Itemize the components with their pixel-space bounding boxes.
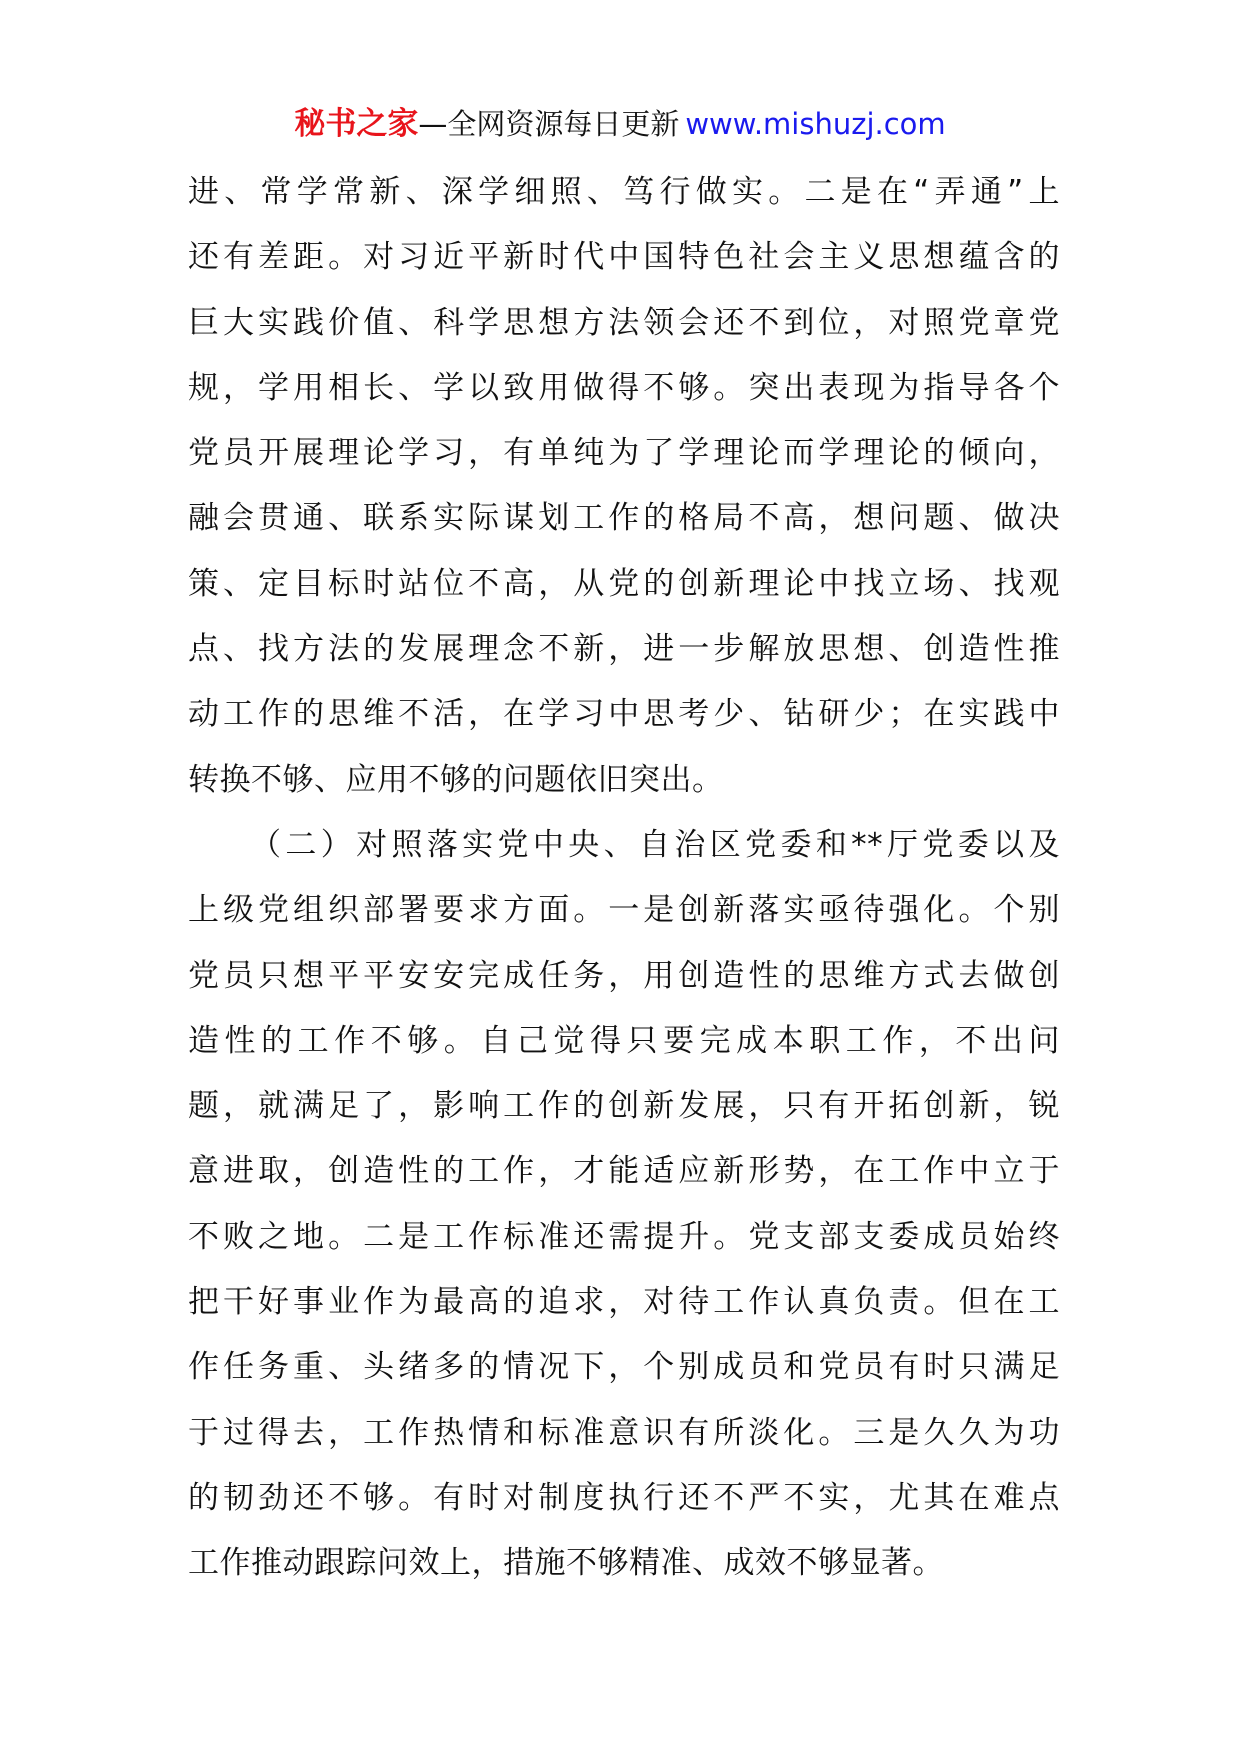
paragraph-1 — [188, 160, 1060, 813]
text-line: 点、找方法的发展理念不新，进一步解放思想、创造性推 — [188, 631, 1060, 668]
text-line: 把干好事业作为最高的追求，对待工作认真负责。但在工 — [188, 1284, 1060, 1321]
text-line: 还有差距。对习近平新时代中国特色社会主义思想蕴含的 — [188, 239, 1060, 276]
site-url-link[interactable]: www.mishuzj.com — [685, 107, 946, 141]
brand-name: 秘书之家 — [294, 106, 419, 142]
text-line: 意进取，创造性的工作，才能适应新形势，在工作中立于 — [188, 1153, 1060, 1190]
text-line: 转换不够、应用不够的问题依旧突出。 — [188, 761, 724, 798]
paragraph-2 — [188, 813, 1060, 1597]
text-line: 融会贯通、联系实际谋划工作的格局不高，想问题、做决 — [188, 500, 1060, 537]
document-body — [188, 160, 1060, 1597]
header-tagline: —全网资源每日更新 — [418, 107, 680, 141]
text-line: 造性的工作不够。自己觉得只要完成本职工作，不出问 — [188, 1022, 1060, 1059]
text-line: 的韧劲还不够。有时对制度执行还不严不实，尤其在难点 — [188, 1479, 1060, 1516]
text-line: 作任务重、头绪多的情况下，个别成员和党员有时只满足 — [188, 1349, 1060, 1386]
text-line: 工作推动跟踪问效上，措施不够精准、成效不够显著。 — [188, 1545, 944, 1582]
text-line: 不败之地。二是工作标准还需提升。党支部支委成员始终 — [188, 1218, 1060, 1255]
text-line: 上级党组织部署要求方面。一是创新落实亟待强化。个别 — [188, 892, 1060, 929]
text-line: 规，学用相长、学以致用做得不够。突出表现为指导各个 — [188, 369, 1060, 406]
text-line: 进、常学常新、深学细照、笃行做实。二是在“弄通”上 — [188, 174, 1060, 210]
text-line: 党员开展理论学习，有单纯为了学理论而学理论的倾向， — [188, 435, 1060, 472]
text-line: 党员只想平平安安完成任务，用创造性的思维方式去做创 — [188, 957, 1060, 994]
text-line: 动工作的思维不活，在学习中思考少、钻研少；在实践中 — [188, 696, 1060, 733]
text-line: 题，就满足了，影响工作的创新发展，只有开拓创新，锐 — [188, 1088, 1060, 1125]
text-line: （二）对照落实党中央、自治区党委和**厅党委以及 — [250, 826, 1060, 863]
text-line: 于过得去，工作热情和标准意识有所淡化。三是久久为功 — [188, 1414, 1060, 1451]
text-line: 巨大实践价值、科学思想方法领会还不到位，对照党章党 — [188, 304, 1060, 341]
page-header — [0, 100, 1240, 148]
text-line: 策、定目标时站位不高，从党的创新理论中找立场、找观 — [188, 565, 1060, 602]
